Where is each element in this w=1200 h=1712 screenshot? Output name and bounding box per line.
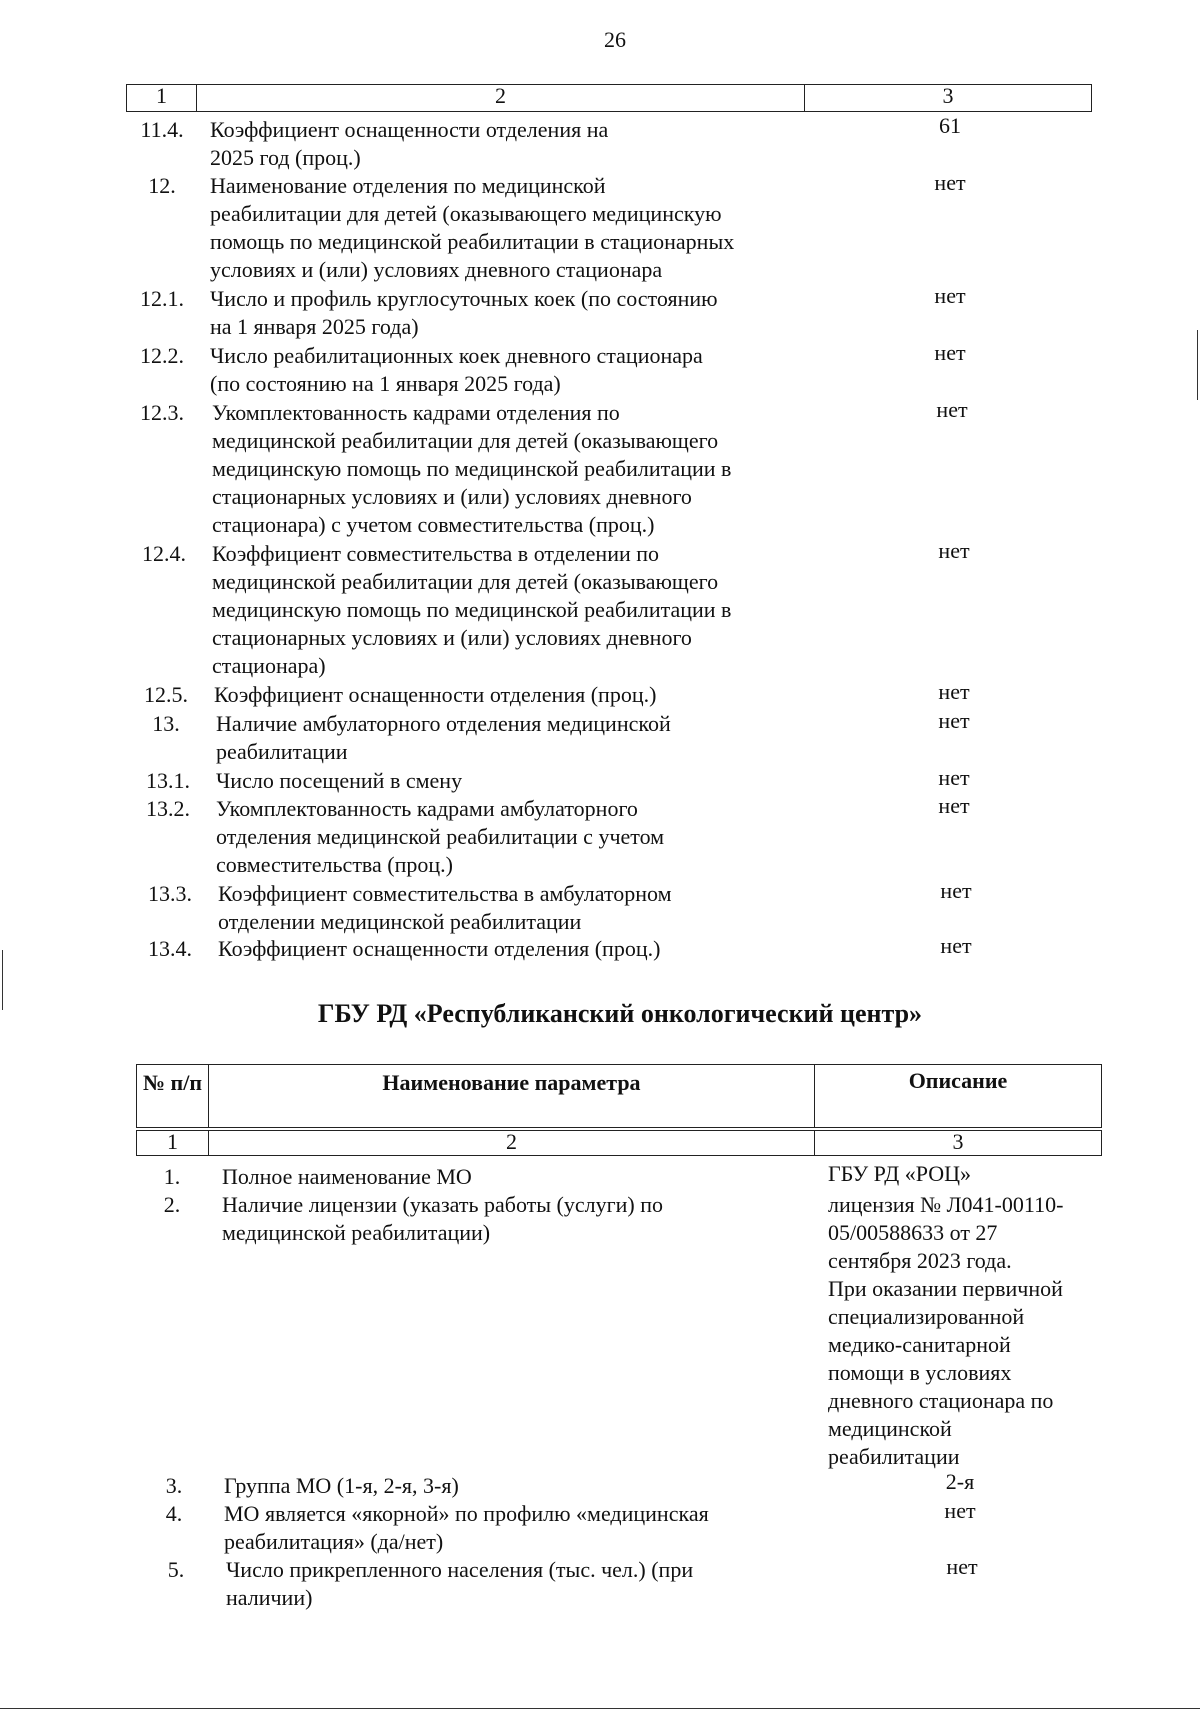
row-value: 2-я [945,1469,975,1494]
row-text [216,767,462,795]
table1-colnum-1: 1 [127,85,197,111]
row-value-line: медико-санитарной [828,1332,1011,1357]
table2-header [136,1064,1102,1128]
row-number: 13.4. [148,936,192,961]
header-parameter-name: Наименование параметра [209,1065,815,1127]
row-text [212,540,731,680]
row-text-line: стационарных условиях и (или) условиях дневного [212,484,692,509]
row-text-line: медицинскую помощь по медицинской реабилитации в [212,597,732,622]
row-number: 13.1. [146,768,190,793]
row-text-line: стационара) с учетом совместительства (проц.) [212,512,655,537]
row-value-line: специализированной [828,1304,1025,1329]
row-number: 3. [165,1473,183,1498]
row-value-line: реабилитации [828,1444,960,1469]
row-text [210,285,718,341]
row-text-line: стационара) [212,653,326,678]
row-text [218,880,672,936]
row-text [214,681,656,709]
row-number: 12.2. [140,343,184,368]
row-number: 1. [163,1164,181,1189]
row-text-line: (по состоянию на 1 января 2025 года) [210,371,561,396]
row-text-line: реабилитации [216,739,348,764]
header-number: № п/п [137,1065,209,1127]
row-value-line: 05/00588633 от 27 [828,1220,998,1245]
row-number: 13.3. [148,881,192,906]
row-text-line: Число посещений в смену [216,768,463,793]
row-text [210,342,703,398]
row-number: 12.4. [142,541,186,566]
row-text-line: условиях и (или) условиях дневного стационара [210,257,663,282]
row-value: нет [940,878,972,903]
row-text-line: Число и профиль круглосуточных коек (по состоянию [210,286,718,311]
scan-edge-line-bottom [0,1708,1200,1709]
row-text-line: Коэффициент оснащенности отделения на [210,117,609,142]
row-value [828,1191,1063,1471]
row-text [226,1556,693,1612]
row-text-line: реабилитация» (да/нет) [224,1529,444,1554]
row-value-line: сентября 2023 года. [828,1248,1012,1273]
row-value: нет [938,708,970,733]
row-text-line: Число прикрепленного населения (тыс. чел.) (при [226,1557,694,1582]
row-text-line: медицинской реабилитации для детей (оказывающего [212,428,719,453]
row-number: 12.1. [140,286,184,311]
row-text-line: реабилитации для детей (оказывающего медицинскую [210,201,722,226]
row-text [224,1500,709,1556]
row-number: 12.3. [140,400,184,425]
table2-colnum-1: 1 [137,1131,209,1155]
row-text-line: помощь по медицинской реабилитации в стационарных [210,229,735,254]
row-value: нет [944,1498,976,1523]
row-text-line: Укомплектованность кадрами амбулаторного [216,796,638,821]
row-text [216,710,671,766]
row-text [222,1163,472,1191]
row-value: 61 [939,113,961,138]
row-text-line: 2025 год (проц.) [210,145,361,170]
row-text-line: Наличие амбулаторного отделения медицинской [216,711,671,736]
row-value: нет [938,538,970,563]
row-text-line: медицинскую помощь по медицинской реабилитации в [212,456,732,481]
row-number: 4. [165,1501,183,1526]
row-text-line: Наличие лицензии (указать работы (услуги) по [222,1192,664,1217]
table2-colnum-2: 2 [209,1131,815,1155]
row-number: 13.2. [146,796,190,821]
row-text-line: Коэффициент совместительства в отделении по [212,541,660,566]
row-text-line: Группа МО (1-я, 2-я, 3-я) [224,1473,459,1498]
row-text [224,1472,459,1500]
row-text [210,172,734,284]
row-value: нет [940,933,972,958]
page-number: 26 [604,27,626,52]
row-text-line: Коэффициент совместительства в амбулаторном [218,881,672,906]
row-text-line: Число реабилитационных коек дневного стационара [210,343,703,368]
row-number: 12.5. [144,682,188,707]
row-text-line: Полное наименование МО [222,1164,472,1189]
row-text-line: МО является «якорной» по профилю «медицинская [224,1501,709,1526]
row-value: нет [938,793,970,818]
row-value-line: медицинской [828,1416,952,1441]
row-text-line: Коэффициент оснащенности отделения (проц.) [218,936,661,961]
row-text-line: Коэффициент оснащенности отделения (проц.) [214,682,657,707]
table2-column-numbers [136,1130,1102,1156]
row-value: нет [934,340,966,365]
row-number: 5. [167,1557,185,1582]
table1-column-numbers [126,84,1092,112]
row-text [212,399,731,539]
row-text-line: наличии) [226,1585,313,1610]
row-value-line: При оказании первичной [828,1276,1063,1301]
row-text-line: совместительства (проц.) [216,852,453,877]
row-text-line: Наименование отделения по медицинской [210,173,606,198]
row-text-line: медицинской реабилитации) [222,1220,491,1245]
row-value-line: дневного стационара по [828,1388,1054,1413]
row-text [210,116,608,172]
row-text-line: стационарных условиях и (или) условиях дневного [212,625,692,650]
row-text-line: Укомплектованность кадрами отделения по [212,400,620,425]
row-value: нет [938,679,970,704]
row-value-line: лицензия № Л041-00110- [828,1192,1064,1217]
table2-colnum-3: 3 [952,1129,964,1154]
row-number: 2. [163,1192,181,1217]
row-value: нет [934,283,966,308]
row-text-line: на 1 января 2025 года) [210,314,419,339]
row-text [216,795,664,879]
row-value: нет [946,1554,978,1579]
row-number: 13. [152,711,180,736]
row-number: 12. [148,173,176,198]
row-value: нет [936,397,968,422]
row-value: нет [938,765,970,790]
row-value [828,1160,971,1188]
row-text-line: медицинской реабилитации для детей (оказывающего [212,569,719,594]
row-value-line: помощи в условиях [828,1360,1012,1385]
row-text-line: отделении медицинской реабилитации [218,909,582,934]
scan-edge-line-left [2,950,3,1010]
row-value-line: ГБУ РД «РОЦ» [828,1161,972,1186]
row-text-line: отделения медицинской реабилитации с учетом [216,824,665,849]
table1-colnum-2: 2 [197,85,805,111]
row-number: 11.4. [140,117,184,142]
row-value: нет [934,170,966,195]
row-text [218,935,660,963]
table1-colnum-3: 3 [942,83,954,108]
row-text [222,1191,663,1247]
section-title: ГБУ РД «Республиканский онкологический центр» [317,999,923,1028]
scan-edge-line-right [1197,330,1198,400]
header-description: Описание [908,1068,1008,1093]
